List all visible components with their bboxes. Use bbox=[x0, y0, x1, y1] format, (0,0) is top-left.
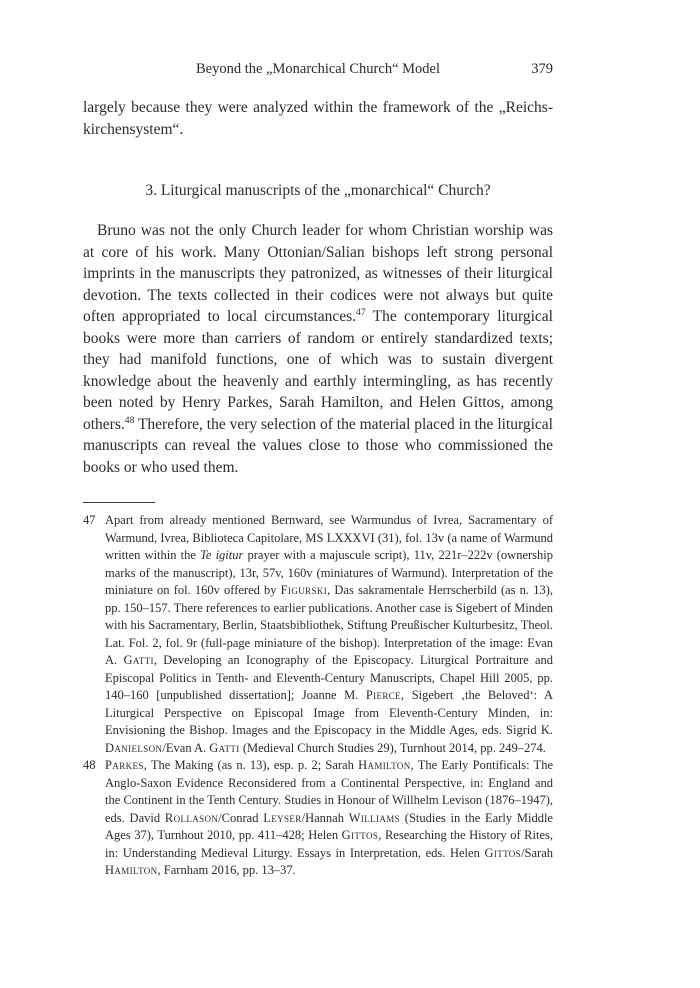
text-segment: Pierce bbox=[365, 688, 402, 702]
text-segment: Hamilton bbox=[358, 758, 411, 772]
intro-paragraph bbox=[83, 97, 553, 140]
footnote-marker: 47 bbox=[356, 306, 366, 318]
text-segment: , The Early Pontificals: The Anglo-Saxon Evidence Reconsidered from a Continental Perspective, in: England and the Continent in the Tenth Century. Studies in Honour of Willhelm Levison (1876–1947), eds. David bbox=[105, 758, 553, 825]
text-segment: Te igitur bbox=[200, 548, 244, 562]
page-content bbox=[83, 60, 553, 880]
text-segment: Rollason bbox=[164, 810, 219, 825]
footnote-number: 47 bbox=[83, 513, 96, 527]
text-segment: Williams bbox=[348, 810, 401, 825]
text-segment: /Sarah bbox=[521, 845, 553, 860]
text-segment: /Conrad bbox=[218, 810, 264, 825]
text-segment: Gittos bbox=[484, 845, 522, 860]
text-segment: (Studies in the Early Middle Ages 37), Turnhout 2010, pp. 411–428; Helen bbox=[105, 810, 553, 842]
text-segment: , Sigebert ‚the Beloved‘: A Liturgical Perspective on Episcopal Image from Eleventh-Century Minden, in: Envisioning the Bishop. Images and the Episcopacy in the Middle Ages, eds. Sigrid K. bbox=[105, 688, 553, 737]
text-segment: prayer with a majuscule script), 11v, 221r–222v (ownership marks of the manuscript), 13r, 57v, 160v (miniatures of Warmund). Interpretation of the miniature on fol. 160v offered by bbox=[105, 548, 554, 597]
body-paragraph bbox=[83, 220, 553, 478]
text-segment: , Researching the History of Rites, in: Understanding Medieval Liturgy. Essays in Interpretation, eds. Helen bbox=[105, 828, 553, 860]
text-segment: , Das sakramentale Herrscherbild (as n. 13), pp. 150–157. There references to earlier publications. Another case is Sigebert of Minden with his Sacramentary, Berlin, Staatsbibliothek, Stiftung Preußischer Kulturbesitz, Theol. Lat. Fol. 2, fol. 9r (full-page miniature of the bishop). Interpretation of the image: Evan A. bbox=[105, 583, 553, 667]
text-segment: Gittos bbox=[341, 828, 379, 842]
footnote-number: 48 bbox=[83, 758, 96, 772]
text-segment: Leyser bbox=[263, 810, 302, 825]
running-header-title: Beyond the „Monarchical Church“ Model bbox=[195, 61, 440, 77]
text-segment: (Medieval Church Studies 29), Turnhout 2014, pp. 249–274. bbox=[239, 740, 546, 755]
footnote-text bbox=[105, 757, 553, 880]
text-segment: Parkes bbox=[105, 758, 144, 772]
text-segment: Gatti bbox=[123, 653, 154, 667]
text-segment: /Evan A. bbox=[162, 740, 210, 755]
footnote-block bbox=[83, 502, 553, 880]
text-segment: Hamilton bbox=[105, 863, 158, 877]
text-segment: , Developing an Iconography of the Episcopacy. Liturgical Portraiture and Episcopal Politics in Tenth- and Eleventh-Century Manuscripts, Chapel Hill 2005, pp. 140–160 [unpublished dissertation]; Joanne M. bbox=[105, 653, 553, 702]
text-segment: largely because they were analyzed within the framework of the „Reichskirchensystem“. bbox=[83, 99, 553, 138]
text-segment: Bruno was not the only Church leader for whom Christian worship was at core of his work. Many Ottonian/Salian bishops left strong personal imprints in the manuscripts they patronized, as witnesses of their liturgical devotion. The texts collected in their codices were not always but quite often appropriated to local circumstances. bbox=[83, 222, 553, 325]
text-segment: The contemporary liturgical books were more than carriers of random or entirely standardized texts; they had manifold functions, one of which was to sustain divergent knowledge about the heavenly and earthly intermingling, as has recently been noted by Henry Parkes, Sarah Hamilton, and Helen Gittos, among others. bbox=[83, 308, 553, 433]
text-segment: Apart from already mentioned Bernward, see Warmundus of Ivrea, Sacramentary of Warmund, Ivrea, Biblioteca Capitolare, MS LXXXVI (31), fol. 13v (a name of Warmund written within the bbox=[105, 513, 553, 562]
footnote-text bbox=[105, 512, 553, 757]
footnote-48 bbox=[83, 757, 553, 880]
footnote-separator bbox=[83, 502, 155, 503]
text-segment: Gatti bbox=[209, 740, 240, 755]
footnote-47 bbox=[83, 512, 553, 757]
text-segment: Danielson bbox=[105, 740, 163, 755]
text-segment: Figurski bbox=[280, 583, 328, 597]
running-header bbox=[83, 60, 553, 78]
text-segment: Therefore, the very selection of the material placed in the liturgical manuscripts can reveal the values close to those who commissioned the books or who used them. bbox=[83, 415, 553, 476]
text-segment: , Farnham 2016, pp. 13–37. bbox=[157, 863, 296, 877]
section-heading: 3. Liturgical manuscripts of the „monarchical“ Church? bbox=[145, 182, 491, 199]
text-segment: /Hannah bbox=[301, 810, 349, 825]
text-segment: , The Making (as n. 13), esp. p. 2; Sarah bbox=[143, 758, 359, 772]
footnote-marker: 48 bbox=[124, 414, 135, 426]
page-number: 379 bbox=[531, 61, 553, 77]
